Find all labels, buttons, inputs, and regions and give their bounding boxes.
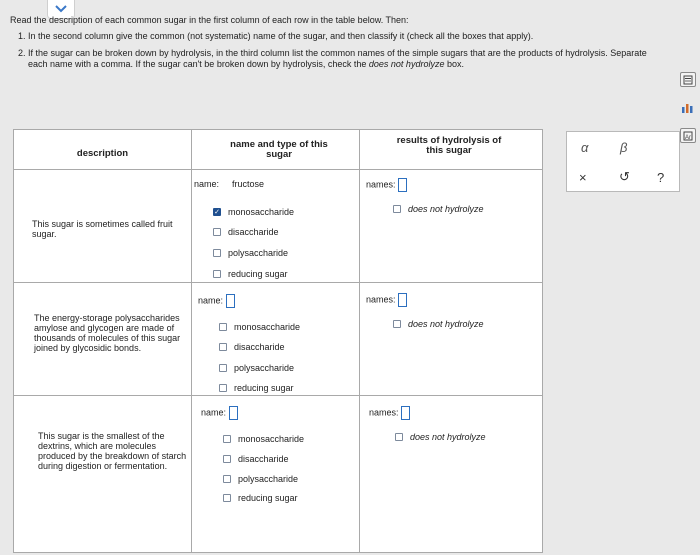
option-label: polysaccharide bbox=[228, 248, 289, 258]
dnh-label: does not hydrolyze bbox=[410, 432, 486, 442]
row-3-does-not-hydrolyze[interactable] bbox=[395, 432, 486, 442]
row-1-option-reducing-sugar[interactable] bbox=[213, 269, 288, 279]
instructions bbox=[10, 15, 650, 76]
row-3-name-input[interactable] bbox=[229, 406, 238, 420]
periodic-table-icon bbox=[683, 131, 693, 141]
checkbox-icon[interactable] bbox=[213, 228, 221, 236]
option-label: reducing sugar bbox=[228, 269, 288, 279]
row-2-names-label bbox=[366, 293, 407, 307]
step-2-text-c: box. bbox=[444, 59, 464, 69]
checkbox-icon[interactable] bbox=[395, 433, 403, 441]
step-1: 1. In the second column give the common (not systematic) name of the sugar, and then classify it (check all the boxes that apply). bbox=[28, 31, 650, 42]
dnh-label: does not hydrolyze bbox=[408, 319, 484, 329]
row-1-does-not-hydrolyze[interactable] bbox=[393, 204, 484, 214]
checkbox-icon[interactable] bbox=[219, 364, 227, 372]
checkbox-icon[interactable] bbox=[219, 384, 227, 392]
header-description: description bbox=[76, 148, 129, 159]
row-1-names-label bbox=[366, 178, 407, 192]
undo-button[interactable]: ↺ bbox=[619, 169, 630, 184]
row-3-description: This sugar is the smallest of the dextrins, which are molecules produced by the breakdown of starch during digestion or fermentation. bbox=[38, 431, 187, 471]
names-label: names: bbox=[366, 179, 396, 190]
option-label: reducing sugar bbox=[234, 383, 294, 393]
bar-chart-icon bbox=[681, 102, 695, 114]
help-button[interactable]: ? bbox=[657, 170, 665, 185]
row-2-names-input[interactable] bbox=[398, 293, 407, 307]
svg-text:Ar: Ar bbox=[685, 134, 691, 141]
step-2-text-a: If the sugar can be broken down by hydrolysis, in the third column list the common names of the simple sugars that are the products of hydrolysis. Separate each name with a comma. If the sugar can't be broken down by hydrolysis, check the bbox=[28, 48, 647, 69]
column-divider bbox=[359, 130, 360, 552]
option-label: disaccharide bbox=[238, 454, 289, 464]
chevron-down-icon bbox=[55, 5, 67, 13]
row-2-option-monosaccharide[interactable] bbox=[219, 322, 300, 332]
checkbox-checked-icon[interactable]: ✓ bbox=[214, 208, 220, 216]
row-2-name-label bbox=[198, 294, 235, 308]
checkbox-icon[interactable] bbox=[223, 475, 231, 483]
beta-button[interactable]: β bbox=[620, 140, 628, 155]
row-2-option-polysaccharide[interactable] bbox=[219, 363, 294, 373]
row-3-option-polysaccharide[interactable] bbox=[223, 474, 298, 484]
checkbox-icon[interactable] bbox=[393, 205, 401, 213]
row-2-option-reducing-sugar[interactable] bbox=[219, 383, 294, 393]
header-results: results of hydrolysis of this sugar bbox=[396, 135, 502, 156]
row-1-name-label: name: bbox=[194, 179, 220, 189]
option-label: polysaccharide bbox=[234, 363, 295, 373]
row-1-option-disaccharide[interactable] bbox=[213, 227, 279, 237]
data-button[interactable] bbox=[681, 101, 695, 114]
dnh-label: does not hydrolyze bbox=[408, 204, 484, 214]
row-1-option-monosaccharide[interactable] bbox=[213, 207, 294, 217]
row-3-option-monosaccharide[interactable] bbox=[223, 434, 304, 444]
checkbox-icon[interactable] bbox=[223, 494, 231, 502]
row-2-name-input[interactable] bbox=[226, 294, 235, 308]
row-1-option-polysaccharide[interactable] bbox=[213, 248, 288, 258]
checkbox-icon[interactable] bbox=[393, 320, 401, 328]
side-toolbar bbox=[680, 72, 696, 143]
row-3-option-reducing-sugar[interactable] bbox=[223, 493, 298, 503]
step-2 bbox=[28, 48, 650, 70]
calculator-icon bbox=[683, 75, 693, 85]
checkbox-icon[interactable] bbox=[219, 323, 227, 331]
periodic-table-button[interactable] bbox=[680, 128, 696, 143]
header-name-type: name and type of this sugar bbox=[230, 139, 328, 160]
option-label: polysaccharide bbox=[238, 474, 299, 484]
row-3-names-input[interactable] bbox=[401, 406, 410, 420]
calculator-button[interactable] bbox=[680, 72, 696, 87]
checkbox-icon[interactable] bbox=[213, 270, 221, 278]
name-label: name: bbox=[201, 407, 227, 418]
row-1-description: This sugar is sometimes called fruit sugar. bbox=[32, 219, 173, 239]
checkbox-icon[interactable] bbox=[219, 343, 227, 351]
row-divider bbox=[14, 282, 542, 283]
checkbox-icon[interactable] bbox=[223, 435, 231, 443]
name-label: name: bbox=[198, 295, 224, 306]
sugar-table bbox=[13, 129, 543, 553]
row-2-description: The energy-storage polysaccharides amylose and glycogen are made of thousands of molecules of this sugar joined by glycosidic bonds. bbox=[34, 313, 181, 353]
row-1-name-value[interactable]: fructose bbox=[232, 179, 265, 189]
row-3-option-disaccharide[interactable] bbox=[223, 454, 289, 464]
step-2-text-b: does not hydrolyze bbox=[368, 59, 445, 69]
names-label: names: bbox=[366, 294, 396, 305]
row-2-does-not-hydrolyze[interactable] bbox=[393, 319, 484, 329]
option-label: monosaccharide bbox=[238, 434, 305, 444]
column-divider bbox=[191, 130, 192, 552]
row-divider bbox=[14, 169, 542, 170]
option-label: disaccharide bbox=[234, 342, 285, 352]
clear-button[interactable]: × bbox=[579, 170, 587, 185]
option-label: reducing sugar bbox=[238, 493, 298, 503]
option-label: disaccharide bbox=[228, 227, 279, 237]
instruction-steps bbox=[10, 31, 650, 70]
alpha-button[interactable]: α bbox=[581, 140, 589, 155]
answer-tools-panel bbox=[566, 131, 680, 192]
row-2-option-disaccharide[interactable] bbox=[219, 342, 285, 352]
row-3-name-label bbox=[201, 406, 238, 420]
row-3-names-label bbox=[369, 406, 410, 420]
row-divider bbox=[14, 395, 542, 396]
checkbox-icon[interactable] bbox=[213, 249, 221, 257]
row-1-names-input[interactable] bbox=[398, 178, 407, 192]
option-label: monosaccharide bbox=[234, 322, 301, 332]
names-label: names: bbox=[369, 407, 399, 418]
intro-text: Read the description of each common sugar in the first column of each row in the table below. Then: bbox=[10, 15, 409, 25]
option-label: monosaccharide bbox=[228, 207, 295, 217]
checkbox-icon[interactable] bbox=[223, 455, 231, 463]
